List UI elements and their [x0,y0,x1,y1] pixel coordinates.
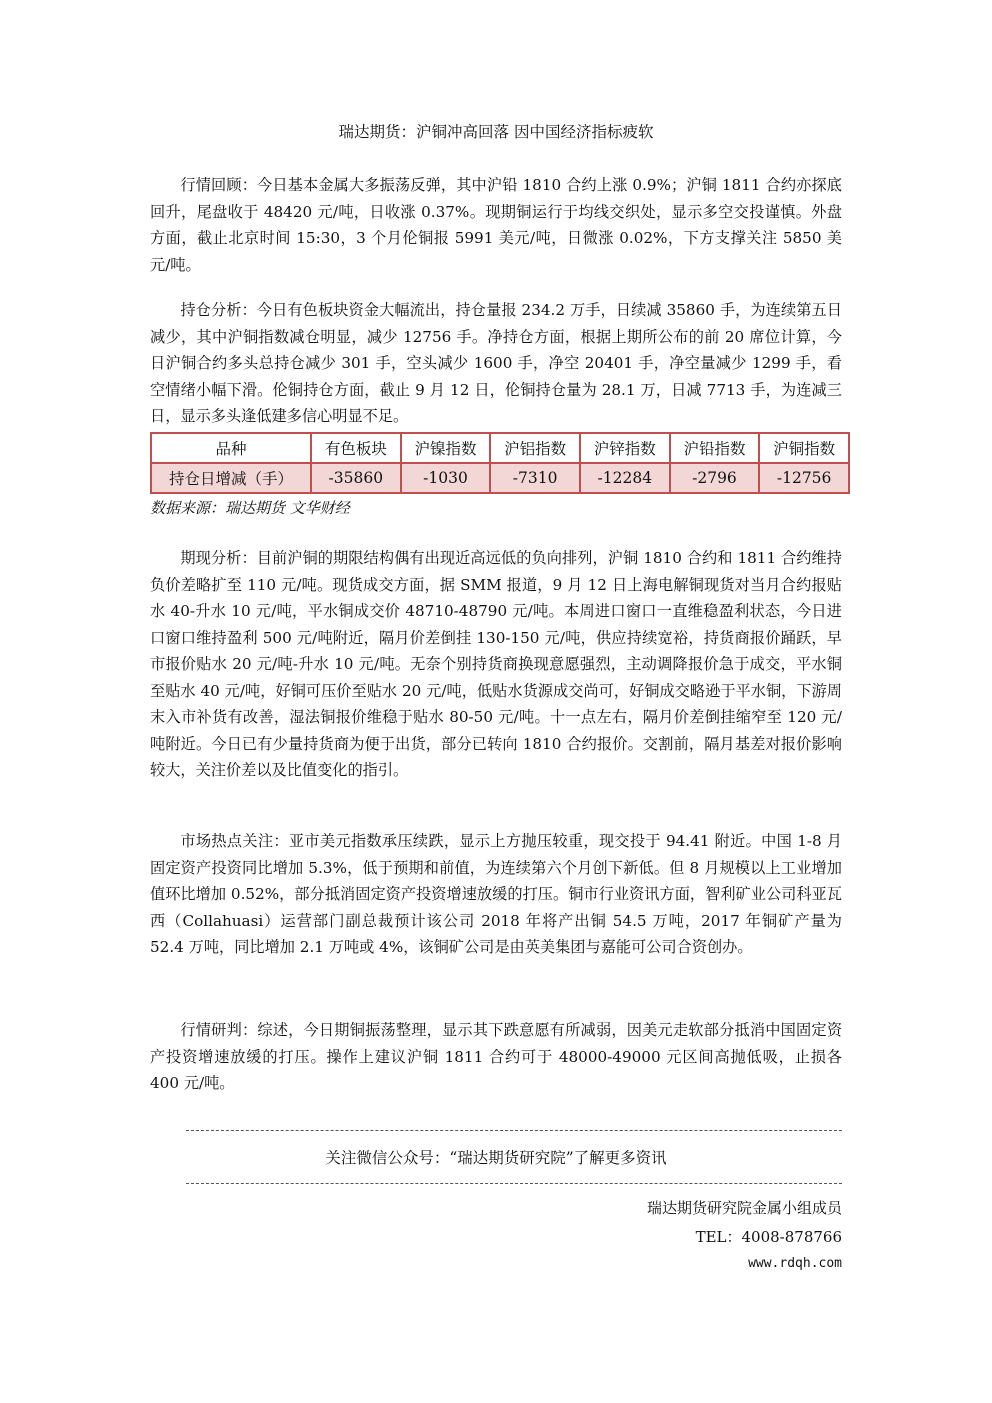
contact-phone: TEL：4008-878766 [695,1228,842,1246]
table-header-cell: 沪镍指数 [401,433,491,463]
position-change-table [150,432,850,494]
paragraph-market-hotspot: 市场热点关注：亚市美元指数承压续跌，显示上方抛压较重，现交投于 94.41 附近。中国 1-8 月固定资产投资同比增加 5.3%，低于预期和前值，为连续第六个月创下新低。但 8 月规模以上工业增加值环比增加 0.52%，部分抵消固定资产投资增速放缓的打压。铜市行业资讯方面，智利矿业公司科亚瓦西（Collahuasi）运营部门副总裁预计该公司 2018 年将产出铜 54.5 万吨，2017 年铜矿产量为 52.4 万吨，同比增加 2.1 万吨或 4%，该铜矿公司是由英美集团与嘉能可公司合资创办。 [150,832,842,956]
document-title: 瑞达期货：沪铜冲高回落 因中国经济指标疲软 [338,123,654,141]
table-header-cell: 有色板块 [311,433,401,463]
dashed-divider-top [186,1130,842,1131]
data-source-note: 数据来源：瑞达期货 文华财经 [150,499,350,517]
table-header-cell: 沪铅指数 [670,433,760,463]
paragraph-position-analysis: 持仓分析：今日有色板块资金大幅流出，持仓量报 234.2 万手，日续减 35860 手，为连续第五日减少，其中沪铜指数减仓明显，减少 12756 手。净持仓方面，根据上期所公布的前 20 席位计算，今日沪铜合约多头总持仓减少 301 手，空头减少 1600 手，净空 20401 手，净空量减少 1299 手，看空情绪小幅下滑。伦铜持仓方面，截止 9 月 12 日，伦铜持仓量为 28.1 万，日减 7713 手，为连减三日，显示多头逢低建多信心明显不足。 [150,301,842,425]
team-signature: 瑞达期货研究院金属小组成员 [646,1199,842,1217]
wechat-follow-note: 关注微信公众号：“瑞达期货研究院”了解更多资讯 [325,1149,667,1167]
table-header-row [151,433,849,463]
paragraph-market-outlook: 行情研判：综述，今日期铜振荡整理，显示其下跌意愿有所减弱，因美元走软部分抵消中国固定资产投资增速放缓的打压。操作上建议沪铜 1811 合约可于 48000-49000 元区间高抛低吸，止损各 400 元/吨。 [150,1021,842,1092]
table-cell: -12284 [580,463,670,493]
table-header-cell: 沪铜指数 [759,433,849,463]
table-row [151,463,849,493]
paragraph-market-review: 行情回顾：今日基本金属大多振荡反弹，其中沪铅 1810 合约上涨 0.9%；沪铜 1811 合约亦探底回升，尾盘收于 48420 元/吨，日收涨 0.37%。现期铜运行于均线交织处，显示多空交投谨慎。外盘方面，截止北京时间 15:30，3 个月伦铜报 5991 美元/吨，日微涨 0.02%，下方支撑关注 5850 美元/吨。 [150,176,842,274]
dashed-divider-bottom [186,1183,842,1184]
table-header-cell: 沪铝指数 [490,433,580,463]
table-row-label: 持仓日增减（手） [151,463,311,493]
table-cell: -35860 [311,463,401,493]
table-cell: -12756 [759,463,849,493]
table-header-cell: 品种 [151,433,311,463]
paragraph-spot-analysis: 期现分析：目前沪铜的期限结构偶有出现近高远低的负向排列，沪铜 1810 合约和 1811 合约维持负价差略扩至 110 元/吨。现货成交方面，据 SMM 报道，9 月 12 日上海电解铜现货对当月合约报贴水 40-升水 10 元/吨，平水铜成交价 48710-48790 元/吨。本周进口窗口一直维稳盈利状态，今日进口窗口维持盈利 500 元/吨附近，隔月价差倒挂 130-150 元/吨，供应持续宽裕，持货商报价踊跃，早市报价贴水 20 元/吨-升水 10 元/吨。无奈个别持货商换现意愿强烈，主动调降报价急于成交，平水铜至贴水 40 元/吨，好铜可压价至贴水 20 元/吨，低贴水货源成交尚可，好铜成交略逊于平水铜，下游周末入市补货有改善，湿法铜报价维稳于贴水 80-50 元/吨。十一点左右，隔月价差倒挂缩窄至 120 元/吨附近。今日已有少量持货商为便于出货，部分已转向 1810 合约报价。交割前，隔月基差对报价影响较大，关注价差以及比值变化的指引。 [150,549,842,779]
table-cell: -2796 [670,463,760,493]
table-cell: -7310 [490,463,580,493]
website-link[interactable]: www.rdqh.com [748,1256,842,1271]
table-cell: -1030 [401,463,491,493]
table-header-cell: 沪锌指数 [580,433,670,463]
